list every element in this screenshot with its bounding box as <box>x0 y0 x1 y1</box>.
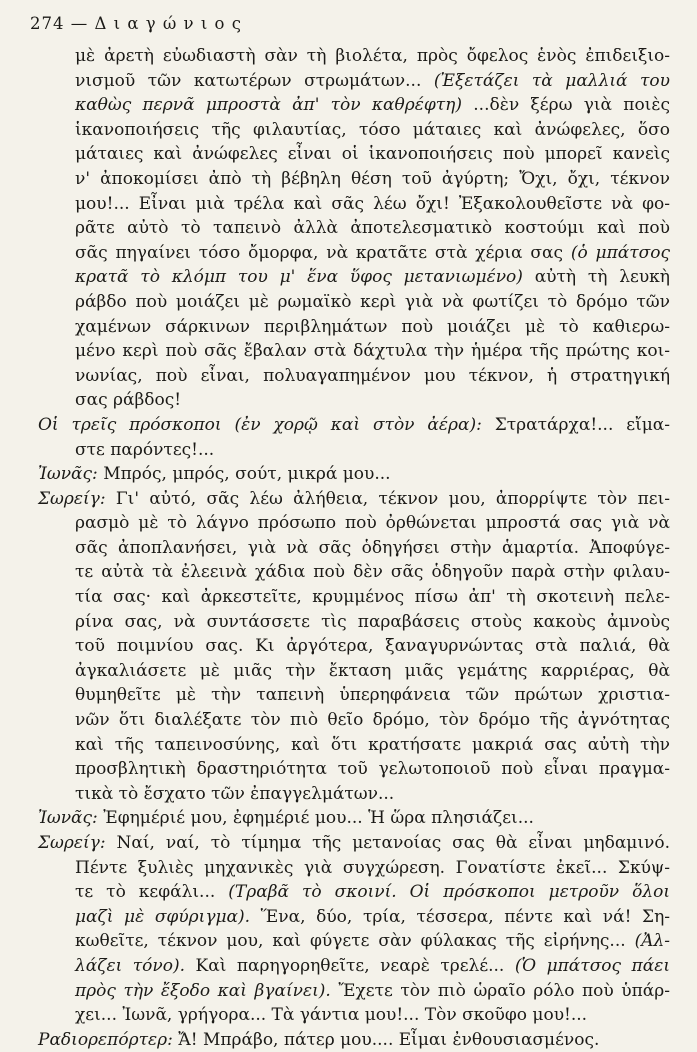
text-line <box>38 979 670 1004</box>
text-segment: στε παρόντες!... <box>75 439 215 460</box>
text-line <box>38 118 670 143</box>
text-segment: τοῦ ποιμνίου σας. Κι ἀργότερα, ξαναγυρνώντας στὰ παλιά, θὰ <box>75 636 670 657</box>
italic-text-segment: Οἱ τρεῖς πρόσκοποι (ἐν χορῷ καὶ στὸν ἀέρα): <box>38 414 482 435</box>
text-line <box>38 560 670 585</box>
text-line <box>38 192 670 217</box>
text-segment: σᾶς πηγαίνει τόσο ὄμορφα, νὰ κρατᾶτε στὰ χέρια σας <box>75 242 571 263</box>
text-line <box>38 757 670 782</box>
text-line <box>38 585 670 610</box>
text-line <box>38 69 670 94</box>
text-segment: νωνίας, ποὺ εἶναι, πολυαγαπημένον μου τέκνον, ἡ στρατηγική <box>75 365 670 386</box>
text-line <box>38 1003 670 1028</box>
body-text <box>38 44 670 1052</box>
text-line <box>38 44 670 69</box>
text-segment: Ναί, ναί, τὸ τίμημα τῆς μετανοίας σας θὰ εἶναι μηδαμινό. <box>105 833 670 853</box>
text-line <box>38 806 670 831</box>
text-segment: ράβδο ποὺ μοιάζει μὲ ρωμαϊκὸ κερὶ γιὰ νὰ φωτίζει τὸ δρόμο τῶν <box>75 291 670 312</box>
text-line <box>38 413 670 438</box>
text-line <box>38 265 670 290</box>
text-line <box>38 1028 670 1052</box>
text-line <box>38 659 670 684</box>
text-line <box>38 929 670 954</box>
text-line <box>38 880 670 905</box>
italic-text-segment: καθὼς περνᾶ μπροστὰ ἀπ' τὸν καθρέφτη) <box>75 95 462 116</box>
text-line <box>38 708 670 733</box>
text-segment: τικὰ τὸ ἔσχατο τῶν ἐπαγγελμάτων... <box>75 783 395 804</box>
running-head: 274 — Δ ι α γ ώ ν ι ο ς <box>30 14 242 33</box>
italic-text-segment: πρὸς τὴν ἔξοδο καὶ βγαίνει). <box>75 980 331 1001</box>
text-segment: Στρατάρχα!... εἴμα- <box>481 414 671 435</box>
text-segment: νισμοῦ τῶν κατωτέρων στρωμάτων... <box>75 70 434 91</box>
text-segment: χει... Ἰωνᾶ, γρήγορα... Τὰ γάντια μου!... Τὸν σκοῦφο μου!... <box>75 1005 588 1026</box>
text-line <box>38 856 670 881</box>
text-segment: νῶν ὅτι διαλέξατε τὸν πιὸ θεῖο δρόμο, τὸν δρόμο τῆς ἀγνότητας <box>75 710 670 731</box>
text-line <box>38 733 670 758</box>
text-line <box>38 438 670 463</box>
text-segment: καὶ τῆς ταπεινοσύνης, καὶ ὅτι κρατήσατε μακριά σας αὐτὴ τὴν <box>75 734 670 755</box>
text-line <box>38 290 670 315</box>
text-segment: κωθεῖτε, τέκνον μου, καὶ φύγετε σὰν φύλακας τῆς εἰρήνης... <box>75 931 635 952</box>
text-line <box>38 683 670 708</box>
text-segment: Ἔχετε τὸν πιὸ ὡραῖο ρόλο ποὺ ὑπάρ- <box>330 980 670 1001</box>
text-segment: μένο κερὶ ποὺ σᾶς ἔβαλαν στὰ δάχτυλα τὴν ἡμέρα τῆς πρώτης κοι- <box>75 341 670 362</box>
text-segment: σᾶς ἀποπλανήσει, γιὰ νὰ σᾶς ὁδηγήσει στὴν ἁμαρτία. Ἀποφύγε- <box>75 537 670 558</box>
text-line <box>38 536 670 561</box>
text-segment: Γι' αὐτό, σᾶς λέω ἀλήθεια, τέκνον μου, ἀπορρίψτε τὸν πει- <box>105 488 670 509</box>
italic-text-segment: Ραδιορεπόρτερ: <box>38 1029 173 1050</box>
text-segment: σας ράβδος! <box>75 390 182 411</box>
text-segment: αὐτὴ τὴ λευκὴ <box>522 267 670 288</box>
text-line <box>38 905 670 930</box>
italic-text-segment: Σωρείγ: <box>38 833 106 853</box>
text-line <box>38 241 670 266</box>
text-segment: τε τὸ κεφάλι... <box>75 882 229 903</box>
text-line <box>38 831 670 856</box>
text-line <box>38 511 670 536</box>
italic-text-segment: (Ἀλ- <box>634 931 670 952</box>
text-segment: ρασμὸ μὲ τὸ λάγνο πρόσωπο ποὺ ὀρθώνεται μπροστά σας γιὰ νὰ <box>75 513 670 534</box>
text-segment: ν' ἀποκομίσει ἀπὸ τὴ βέβηλη θέση τοῦ ἀγύρτη; Ὄχι, ὄχι, τέκνον <box>75 168 670 189</box>
text-line <box>38 487 670 512</box>
text-line <box>38 167 670 192</box>
text-segment: Πέντε ξυλιὲς μηχανικὲς γιὰ συγχώρεση. Γονατίστε ἐκεῖ... Σκύψ- <box>75 857 670 878</box>
italic-text-segment: (Τραβᾶ τὸ σκοινί. Οἱ πρόσκοποι μετροῦν ὅλοι <box>228 882 670 903</box>
text-line <box>38 954 670 979</box>
text-line <box>38 388 670 413</box>
text-line <box>38 93 670 118</box>
text-segment: τία σας· καὶ ἀρκεστεῖτε, κρυμμένος πίσω ἀπ' τὴ σκοτεινὴ πελε- <box>75 587 670 608</box>
italic-text-segment: Ἰωνᾶς: <box>38 464 98 485</box>
italic-text-segment: Σωρείγ: <box>38 488 106 509</box>
text-line <box>38 634 670 659</box>
italic-text-segment: Ἰωνᾶς: <box>38 808 98 829</box>
text-segment: μου!... Εἶναι μιὰ τρέλα καὶ σᾶς λέω ὄχι! Ἐξακολουθεῖστε νὰ φο- <box>75 193 670 214</box>
text-segment: χαμένων σάρκινων περιβλημάτων ποὺ μοιάζει μὲ τὸ καθιερω- <box>75 316 670 337</box>
text-segment: Καὶ παρηγορηθεῖτε, νεαρὲ τρελέ... <box>185 955 515 976</box>
italic-text-segment: (Ὁ μπάτσος πάει <box>514 955 670 976</box>
italic-text-segment: μαζὶ μὲ σφύριγμα). <box>75 906 251 927</box>
text-segment: προσβλητικὴ δραστηριότητα τοῦ γελωτοποιοῦ ποὺ εἶναι πραγμα- <box>75 759 670 780</box>
text-segment: ρίνα σας, νὰ συντάσσετε τὶς παραβάσεις στοὺς κακοὺς ἀμνοὺς <box>75 611 670 632</box>
text-segment: θυμηθεῖτε μὲ τὴν ταπεινὴ ὑπερηφάνεια τῶν πρώτων χριστια- <box>75 685 670 706</box>
text-line <box>38 142 670 167</box>
text-segment: ...δὲν ξέρω γιὰ ποιὲς <box>462 95 670 116</box>
text-segment: μὲ ἀρετὴ εὐωδιαστὴ σὰν τὴ βιολέτα, πρὸς ὄφελος ἑνὸς ἐπιδειξιο- <box>75 46 670 66</box>
italic-text-segment: (ὁ μπάτσος <box>570 242 670 263</box>
text-segment: Ἕνα, δύο, τρία, τέσσερα, πέντε καὶ νά! Ση- <box>250 906 670 927</box>
italic-text-segment: λάζει τόνο). <box>75 955 186 976</box>
text-line <box>38 462 670 487</box>
text-segment: ἀγκαλιάσετε μὲ μιᾶς τὴν ἔκταση μιᾶς γεμάτης καρριέρας, θὰ <box>75 660 670 681</box>
text-segment: Ἐφημέριέ μου, ἐφημέριέ μου... Ἡ ὥρα πλησιάζει... <box>97 808 534 829</box>
italic-text-segment: (Ἐξετάζει τὰ μαλλιά του <box>433 70 670 91</box>
text-line <box>38 216 670 241</box>
text-line <box>38 315 670 340</box>
text-line <box>38 339 670 364</box>
text-line <box>38 364 670 389</box>
text-segment: Ἄ! Μπράβο, πάτερ μου.... Εἶμαι ἐνθουσιασμένος. <box>172 1029 600 1050</box>
text-segment: Μπρός, μπρός, σούτ, μικρά μου... <box>97 464 391 485</box>
text-segment: μάταιες καὶ ἀνώφελες εἶναι οἱ ἱκανοποιήσεις ποὺ μπορεῖ κανεὶς <box>75 144 670 165</box>
text-segment: τε αὐτὰ τὰ ἐλεεινὰ χάδια ποὺ δὲν σᾶς ὁδηγοῦν παρὰ στὴν φιλαυ- <box>75 562 670 583</box>
text-line <box>38 610 670 635</box>
italic-text-segment: κρατᾶ τὸ κλόμπ του μ' ἕνα ὕφος μετανιωμένο) <box>75 267 523 288</box>
text-segment: ρᾶτε αὐτὸ τὸ ταπεινὸ ἀλλὰ ἀποτελεσματικὸ κοστούμι καὶ ποὺ <box>75 218 670 239</box>
text-line <box>38 782 670 807</box>
text-segment: ἱκανοποιήσεις τῆς φιλαυτίας, τόσο μάταιες καὶ ἀνώφελες, ὅσο <box>75 119 670 140</box>
